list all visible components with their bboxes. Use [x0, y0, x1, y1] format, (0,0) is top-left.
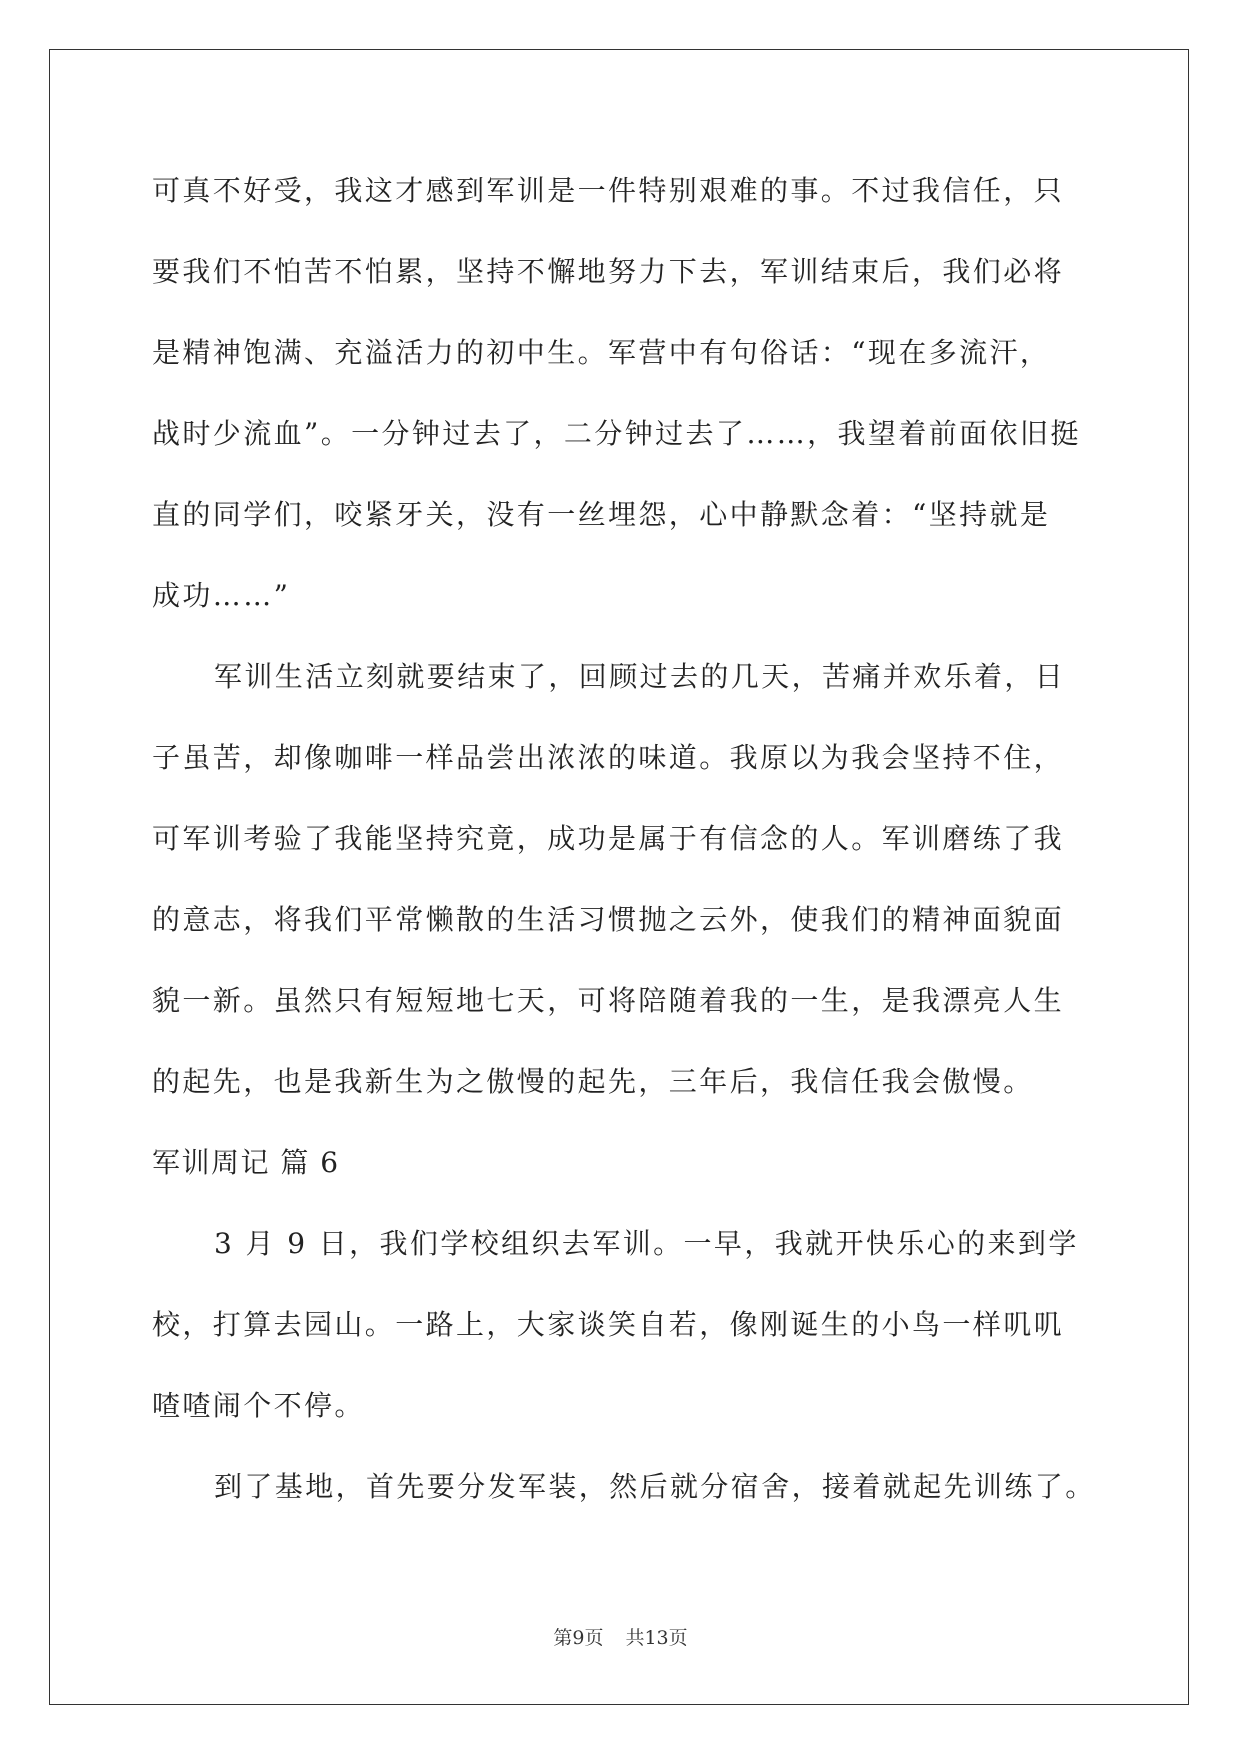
paragraph-line: 的意志，将我们平常懒散的生活习惯抛之云外，使我们的精神面貌面 [152, 903, 1065, 936]
paragraph-line: 可军训考验了我能坚持究竟，成功是属于有信念的人。军训磨练了我 [152, 822, 1065, 855]
page-footer [0, 1623, 1241, 1650]
paragraph-line: 军训生活立刻就要结束了，回顾过去的几天，苦痛并欢乐着，日 [214, 660, 1066, 693]
paragraph-line: 貌一新。虽然只有短短地七天，可将陪随着我的一生，是我漂亮人生 [152, 984, 1065, 1017]
paragraph-line: 要我们不怕苦不怕累，坚持不懈地努力下去，军训结束后，我们必将 [152, 255, 1065, 288]
paragraph-line: 校，打算去园山。一路上，大家谈笑自若，像刚诞生的小鸟一样叽叽 [152, 1308, 1065, 1341]
paragraph-line: 是精神饱满、充溢活力的初中生。军营中有句俗话：“现在多流汗， [152, 336, 1051, 369]
paragraph-line: 战时少流血”。一分钟过去了，二分钟过去了……，我望着前面依旧挺 [152, 417, 1081, 450]
document-body [152, 150, 1096, 1527]
paragraph-line: 直的同学们，咬紧牙关，没有一丝埋怨，心中静默念着：“坚持就是 [152, 498, 1051, 531]
page-number-total: 共13页 [625, 1627, 688, 1649]
paragraph-line: 到了基地，首先要分发军装，然后就分宿舍，接着就起先训练了。 [214, 1470, 1096, 1503]
paragraph-line: 喳喳闹个不停。 [152, 1389, 365, 1422]
paragraph-line: 子虽苦，却像咖啡一样品尝出浓浓的味道。我原以为我会坚持不住， [152, 741, 1065, 774]
paragraph-line: 可真不好受，我这才感到军训是一件特别艰难的事。不过我信任，只 [152, 174, 1065, 207]
page-number-current: 第9页 [553, 1627, 604, 1649]
section-heading: 军训周记 篇 6 [152, 1146, 340, 1179]
paragraph-line: 成功……” [152, 579, 291, 612]
paragraph-line: 3 月 9 日，我们学校组织去军训。一早，我就开快乐心的来到学 [214, 1227, 1079, 1260]
paragraph-line: 的起先，也是我新生为之傲慢的起先，三年后，我信任我会傲慢。 [152, 1065, 1034, 1098]
